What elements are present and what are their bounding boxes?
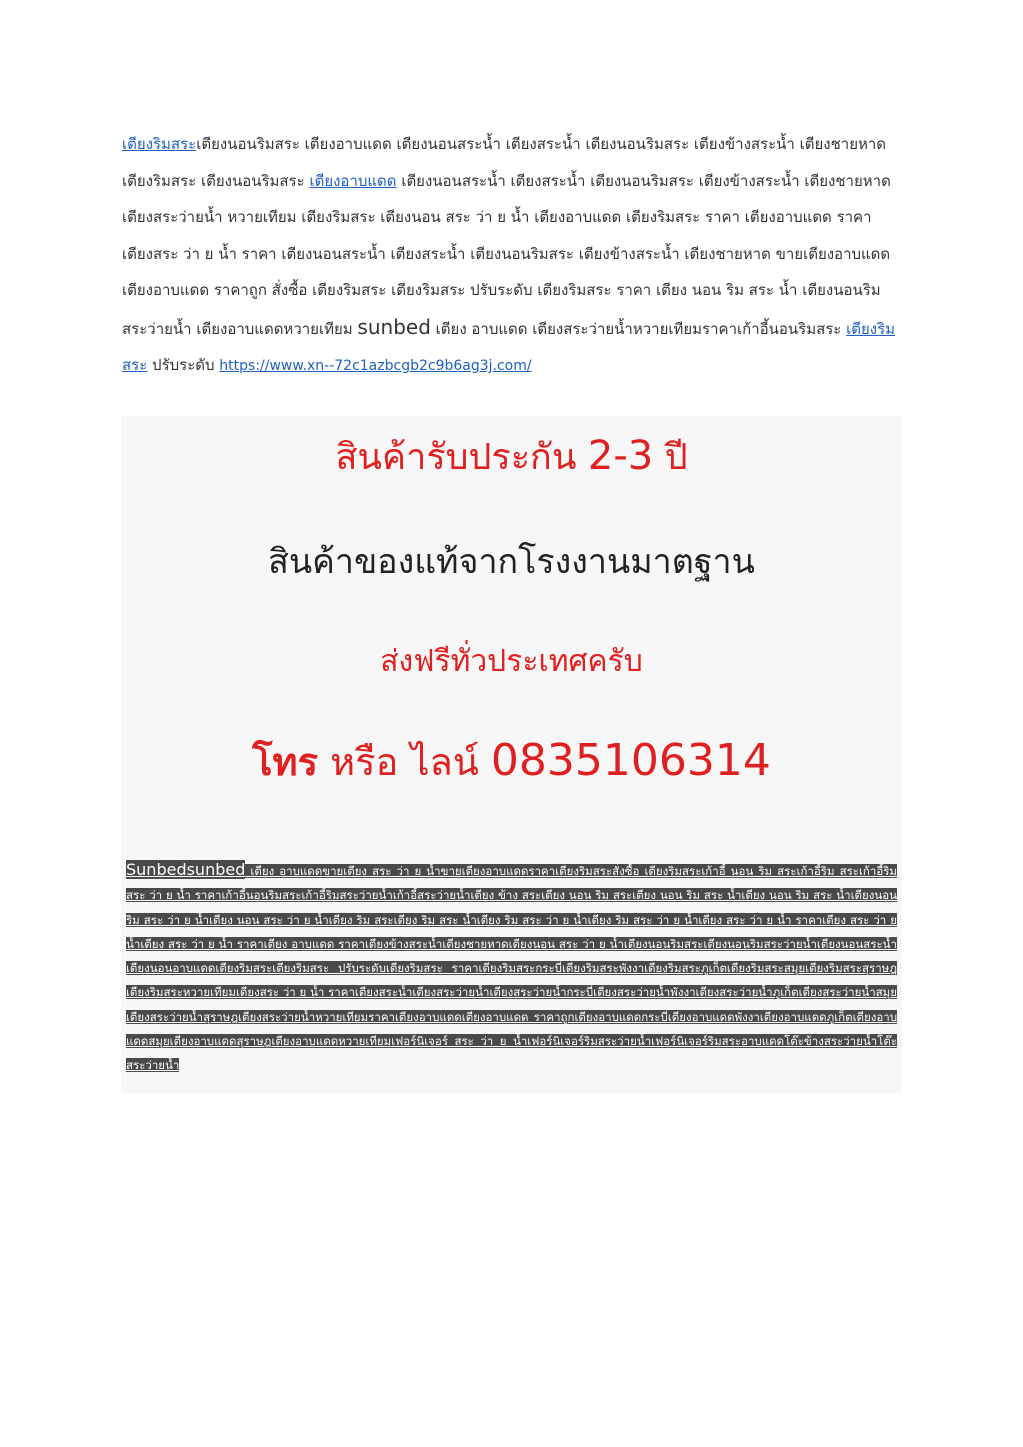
footer-body: เตียง อาบแดดขายเตียง สระ ว่า ย น้ำขายเตียงอาบแดดราคาเตียงริมสระสั่งซื้อ เตียงริมสระเก้าอี้ นอน ริม สระเก้าอี้ริม สระเก้าอี้ริม สระ ว่า ย น้ำ ราคาเก้าอี้นอนริมสระเก้าอี้ริมสระว่ายน้ำเก้าอี้สระว่ายน้ำเตียง ข้าง สระเตียง นอน ริม สระเตียง นอน ริม สระ น้ำเตียง นอน ริม สระ น้ำเตียงนอน ริม สระ ว่า ย น้ำเตียง นอน สระ ว่า ย น้ำเตียง ริม สระเตียง ริม สระ น้ำเตียง ริม สระ ว่า ย น้ำเตียง ริม สระ ว่า ย น้ำเตียง สระ ว่า ย น้ำ ราคาเตียง สระ ว่า ย น้ำเตียง สระ ว่า ย น้ำ ราคาเตียง อาบแดด ราคาเตียงข้างสระน้ำเตียงชายหาดเตียงนอน สระ ว่า ย น้ำเตียงนอนริมสระเตียงนอนริมสระว่ายน้ำเตียงนอนสระน้ำเตียงนอนอาบแดดเตียงริมสระเตียงริมสระ ปรับระดับเตียงริมสระ ราคาเตียงริมสระกระบี่เตียงริมสระพังงาเตียงริมสระภูเก็ตเตียงริมสระสมุยเตียงริมสระสุราษฎเตียงริมสระหวายเทียมเตียงสระ ว่า ย น้ำ ราคาเตียงสระน้ำเตียงสระว่ายน้ำเตียงสระว่ายน้ำกระบี่เตียงสระว่ายน้ำพังงาเตียงสระว่ายน้ำภูเก็ตเตียงสระว่ายน้ำสมุยเตียงสระว่ายน้ำสุราษฎเตียงสระว่ายน้ำหวายเทียมราคาเตียงอาบแดดเตียงอาบแดด ราคาถูกเตียงอาบแดดกระบี่เตียงอาบแดดพังงาเตียงอาบแดดภูเก็ตเตียงอาบแดดสมุยเตียงอาบแดดสุราษฎเตียงอาบแดดหวายเทียมเฟอร์นิเจอร์ สระ ว่า ย น้ำเฟอร์นิเจอร์ริมสระว่ายน้ำเฟอร์นิเจอร์ริมสระอาบแดดโต๊ะข้างสระว่ายน้ำโต๊ะสระว่ายน้ำ [126, 864, 897, 1073]
intro-text-4: ปรับระดับ [147, 356, 220, 374]
footer-lead: Sunbedsunbed [126, 860, 246, 879]
footer-keywords [126, 858, 897, 1078]
link-sunbed[interactable]: เตียงอาบแดด [309, 171, 397, 190]
intro-text-2: เตียงนอนสระน้ำ เตียงสระน้ำ เตียงนอนริมสระ เตียงข้างสระน้ำ เตียงชายหาด เตียงสระว่ายน้ำ หวายเทียม เตียงริมสระ เตียงนอน สระ ว่า ย น้ำ เตียงอาบแดด เตียงริมสระ ราคา เตียงอาบแดด ราคา เตียงสระ ว่า ย น้ำ ราคา เตียงนอนสระน้ำ เตียงสระน้ำ เตียงนอนริมสระ เตียงข้างสระน้ำ เตียงชายหาด ขายเตียงอาบแดด เตียงอาบแดด ราคาถูก สั่งซื้อ เตียงริมสระ เตียงริมสระ ปรับระดับ เตียงริมสระ ราคา เตียง นอน ริม สระ น้ำ เตียงนอนริมสระว่ายน้ำ เตียงอาบแดดหวายเทียม [122, 171, 891, 338]
intro-text-1: เตียงนอนริมสระ เตียงอาบแดด เตียงนอนสระน้ำ เตียงสระน้ำ เตียงนอนริมสระ เตียงข้างสระน้ำ เตียงชายหาด เตียงริมสระ เตียงนอนริมสระ [122, 135, 887, 190]
link-pool-bed-2[interactable]: เตียงริมสระ [122, 319, 896, 374]
free-shipping-line: ส่งฟรีทั่วประเทศครับ [380, 644, 643, 679]
intro-text-3: เตียง อาบแดด เตียงสระว่ายน้ำหวายเทียมราคาเก้าอี้นอนริมสระ [430, 319, 847, 338]
contact-or-line: หรือ ไลน์ [318, 740, 491, 784]
website-url-link[interactable]: https://www.xn--72c1azbcgb2c9b6ag3j.com/ [219, 358, 532, 374]
warranty-text: สินค้ารับประกัน [335, 437, 588, 478]
intro-sunbed-word: sunbed [357, 314, 431, 339]
link-pool-bed-1[interactable]: เตียงริมสระ [122, 135, 197, 153]
intro-paragraph [122, 126, 897, 385]
warranty-years: 2-3 [587, 433, 654, 479]
genuine-product-line: สินค้าของแท้จากโรงงานมาตฐาน [268, 542, 755, 582]
contact-line [121, 731, 902, 792]
warranty-unit: ปี [653, 437, 688, 478]
contact-call: โทร [252, 739, 318, 784]
phone-number[interactable]: 0835106314 [490, 735, 771, 786]
warranty-line [121, 428, 902, 485]
